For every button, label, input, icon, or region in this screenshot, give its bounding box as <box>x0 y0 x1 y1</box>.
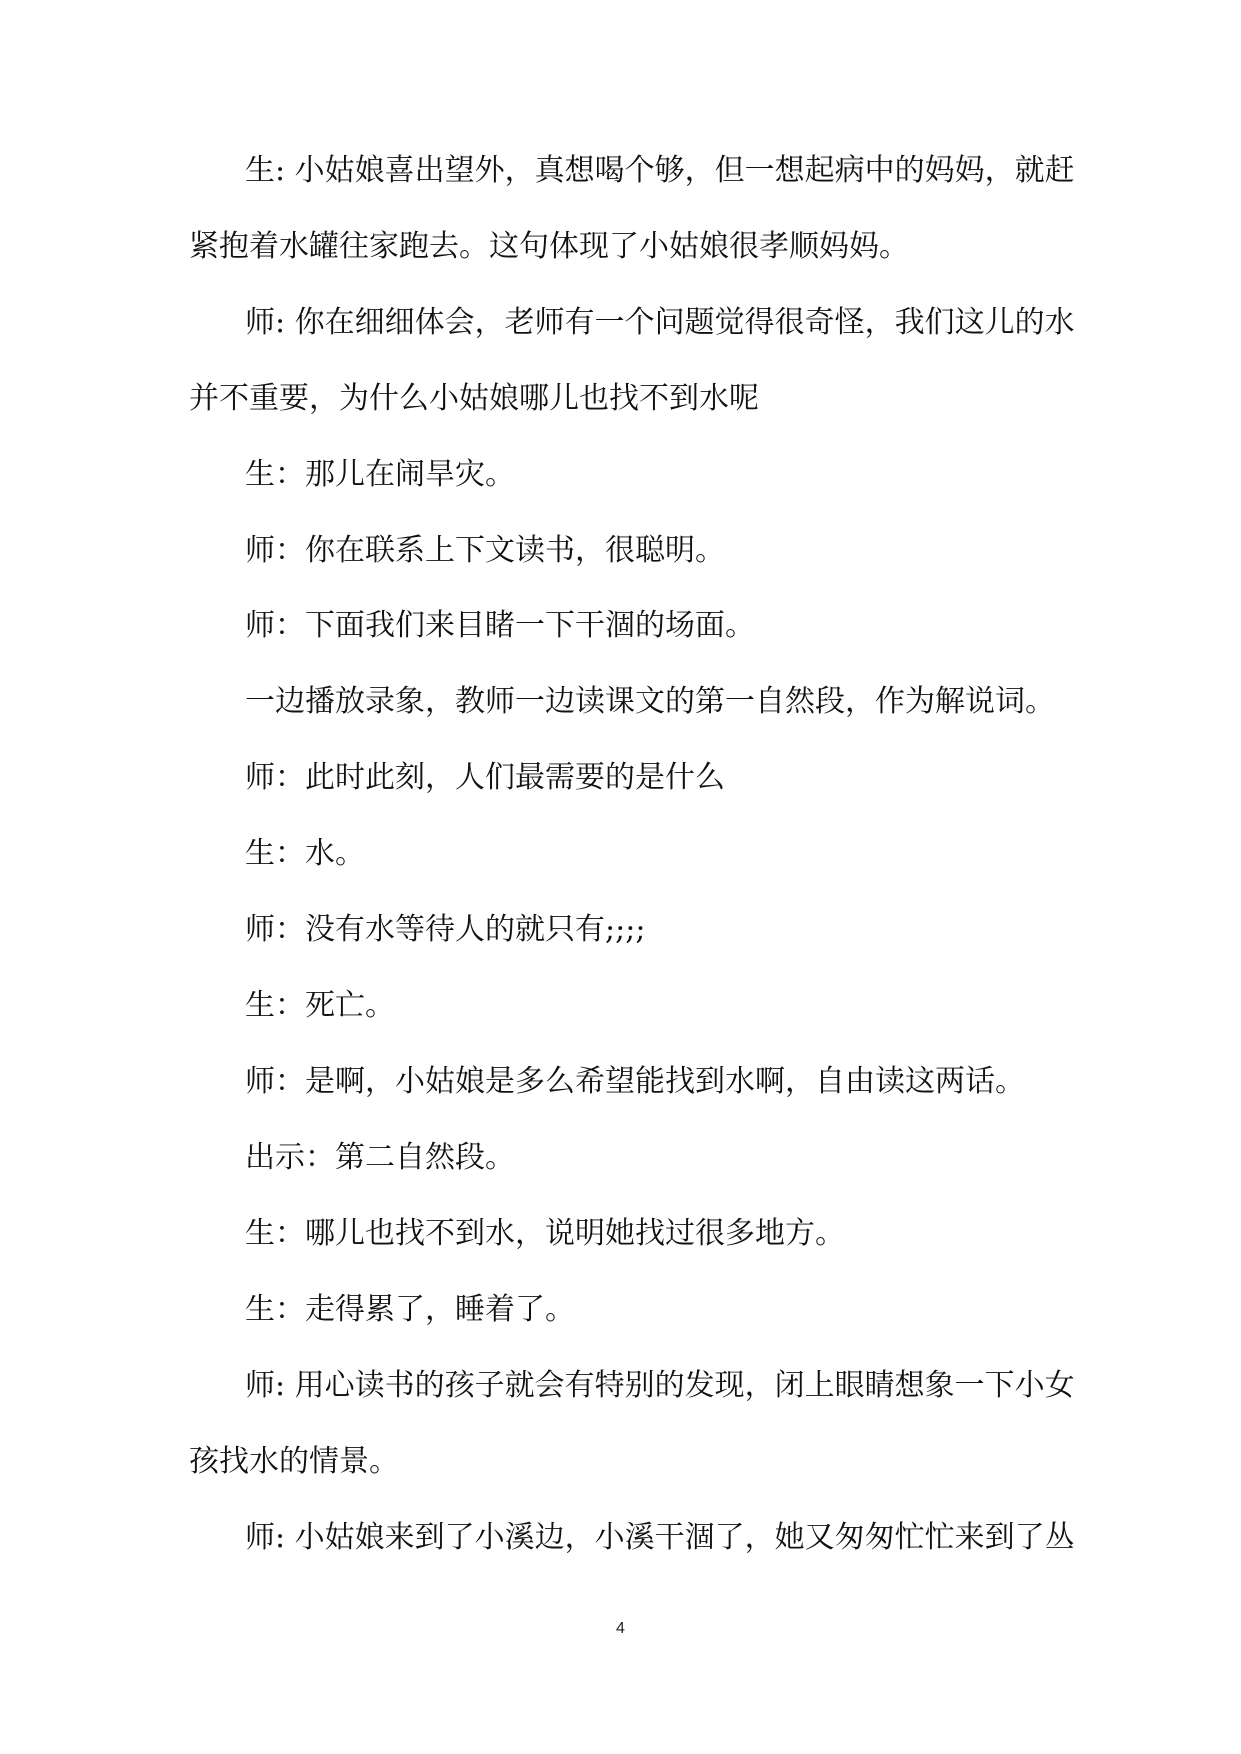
text-line: 生：哪儿也找不到水，说明她找过很多地方。 <box>245 1216 845 1251</box>
text-line: 师：下面我们来目睹一下干涸的场面。 <box>245 608 755 643</box>
text-line: 师：是啊，小姑娘是多么希望能找到水啊，自由读这两话。 <box>245 1064 1025 1099</box>
text-line: 师: 小姑娘来到了小溪边，小溪干涸了，她又匆匆忙忙来到了丛 <box>245 1520 1075 1555</box>
text-line: 并不重要，为什么小姑娘哪儿也找不到水呢 <box>189 381 759 416</box>
text-line: 生：那儿在闹旱灾。 <box>245 457 515 492</box>
text-line: 师：没有水等待人的就只有;;;; <box>245 912 646 947</box>
text-line: 生：走得累了，睡着了。 <box>245 1292 575 1327</box>
text-line: 出示：第二自然段。 <box>245 1140 515 1175</box>
text-line: 紧抱着水罐往家跑去。这句体现了小姑娘很孝顺妈妈。 <box>189 229 909 264</box>
text-line: 师：此时此刻，人们最需要的是什么 <box>245 760 725 795</box>
text-line: 生：死亡。 <box>245 988 395 1023</box>
text-line: 一边播放录象，教师一边读课文的第一自然段，作为解说词。 <box>245 684 1055 719</box>
text-line: 孩找水的情景。 <box>189 1444 399 1479</box>
text-line: 师：你在联系上下文读书，很聪明。 <box>245 533 725 568</box>
page-number: 4 <box>616 1620 625 1637</box>
text-line: 师: 你在细细体会，老师有一个问题觉得很奇怪，我们这儿的水 <box>245 305 1075 340</box>
text-line: 生: 小姑娘喜出望外，真想喝个够，但一想起病中的妈妈，就赶 <box>245 153 1075 188</box>
text-line: 生：水。 <box>245 836 365 871</box>
text-line: 师: 用心读书的孩子就会有特别的发现，闭上眼睛想象一下小女 <box>245 1368 1075 1403</box>
